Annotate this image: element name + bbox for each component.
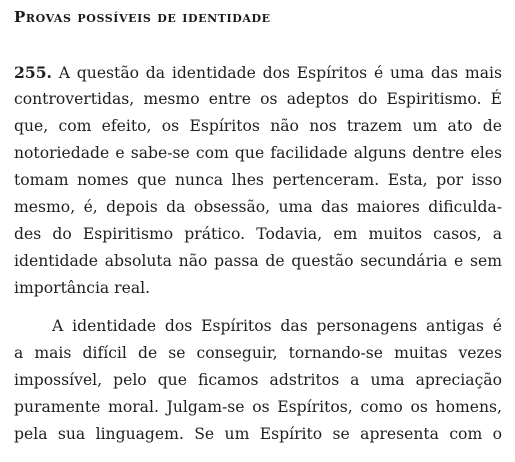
paragraph-line-text: A questão da identidade dos Espíritos é uma das mais (58, 64, 502, 82)
paragraph-line: des do Espiritismo prático. Todavia, em muitos casos, a (14, 225, 502, 243)
paragraph-line: mesmo, é, depois da obsessão, uma das maiores dificulda- (14, 198, 502, 216)
paragraph-line: A identidade dos Espíritos das personagens antigas é (52, 317, 502, 335)
paragraph-line (14, 59, 502, 87)
paragraph-line: controvertidas, mesmo entre os adeptos do Espiritismo. É (14, 90, 502, 108)
paragraph-line: puramente moral. Julgam-se os Espíritos, como os homens, (14, 398, 502, 416)
paragraph-line: impossível, pelo que ficamos adstritos a uma apreciação (14, 371, 502, 389)
paragraph-line: pela sua linguagem. Se um Espírito se apresenta com o (14, 425, 502, 443)
paragraph-line: importância real. (14, 279, 151, 297)
paragraph-line: identidade absoluta não passa de questão secundária e sem (14, 252, 502, 270)
paragraph-line: a mais difícil de se conseguir, tornando-se muitas vezes (14, 344, 502, 362)
paragraph-line: notoriedade e sabe-se com que facilidade alguns dentre eles (14, 144, 502, 162)
section-heading: Provas possíveis de identidade (14, 8, 271, 26)
paragraph-number: 255. (14, 63, 52, 82)
paragraph-line: que, com efeito, os Espíritos não nos trazem um ato de (14, 117, 502, 135)
paragraph-line: tomam nomes que nunca lhes pertenceram. Esta, por isso (14, 171, 502, 189)
